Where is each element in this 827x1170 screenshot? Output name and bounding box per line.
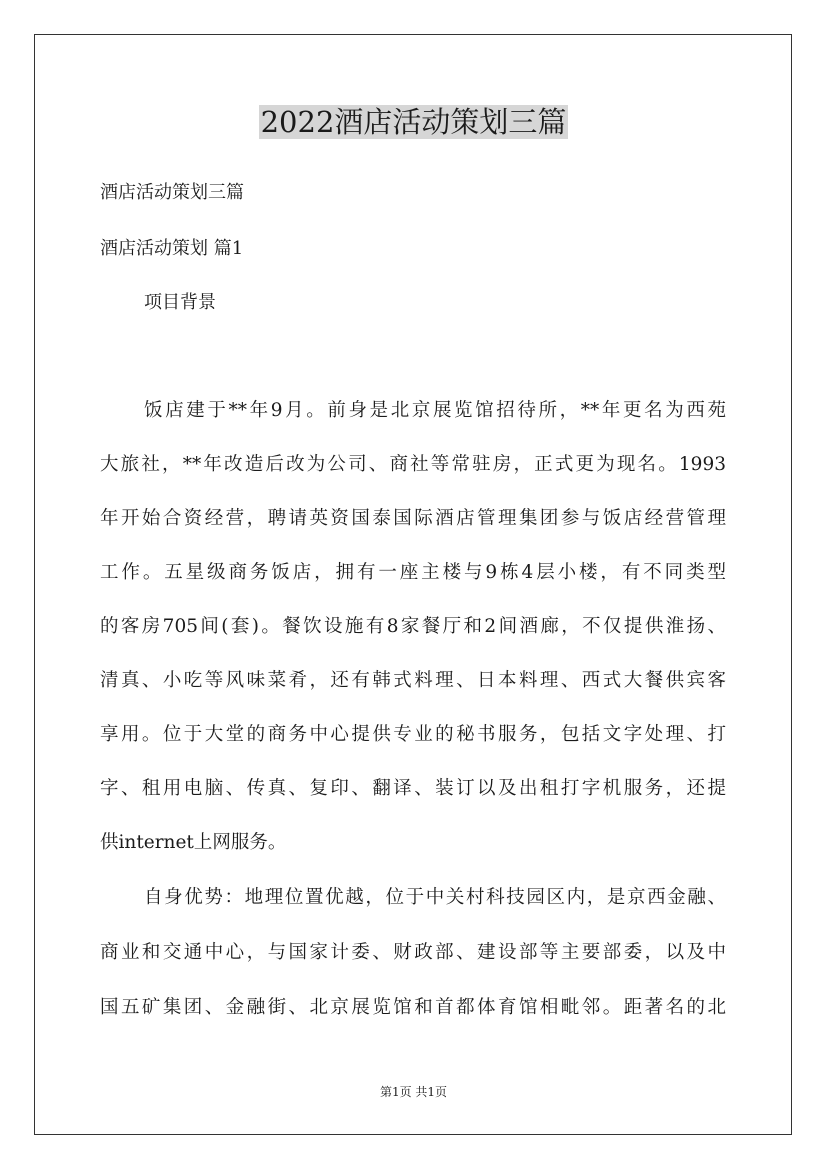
- paragraph-line: 字、租用电脑、传真、复印、翻译、装订以及出租打字机服务，还提: [100, 778, 726, 799]
- paragraph-line: 工作。五星级商务饭店，拥有一座主楼与9栋4层小楼，有不同类型: [100, 562, 726, 583]
- paragraph-line: 年开始合资经营，聘请英资国泰国际酒店管理集团参与饭店经营管理: [100, 508, 726, 529]
- section-heading: 酒店活动策划 篇1: [100, 238, 244, 259]
- paragraph-line: 的客房705间(套)。餐饮设施有8家餐厅和2间酒廊，不仅提供淮扬、: [100, 616, 726, 637]
- subheading-project-background: 项目背景: [144, 292, 216, 313]
- paragraph-line: 大旅社，**年改造后改为公司、商社等常驻房，正式更为现名。1993: [100, 454, 726, 475]
- paragraph-line: 自身优势：地理位置优越，位于中关村科技园区内，是京西金融、: [144, 887, 726, 908]
- document-subtitle: 酒店活动策划三篇: [100, 182, 244, 203]
- paragraph-line: 商业和交通中心，与国家计委、财政部、建设部等主要部委，以及中: [100, 942, 726, 963]
- paragraph-line: 国五矿集团、金融街、北京展览馆和首都体育馆相毗邻。距著名的北: [100, 997, 726, 1018]
- paragraph-line: 清真、小吃等风味菜肴，还有韩式料理、日本料理、西式大餐供宾客: [100, 670, 726, 691]
- document-title: [0, 100, 827, 144]
- paragraph-line: 供internet上网服务。: [100, 832, 287, 853]
- paragraph-line: 享用。位于大堂的商务中心提供专业的秘书服务，包括文字处理、打: [100, 724, 726, 745]
- document-title-text: 2022酒店活动策划三篇: [260, 105, 567, 139]
- paragraph-line: 饭店建于**年9月。前身是北京展览馆招待所，**年更名为西苑: [144, 400, 726, 421]
- page-number: 第1页 共1页: [379, 1085, 448, 1099]
